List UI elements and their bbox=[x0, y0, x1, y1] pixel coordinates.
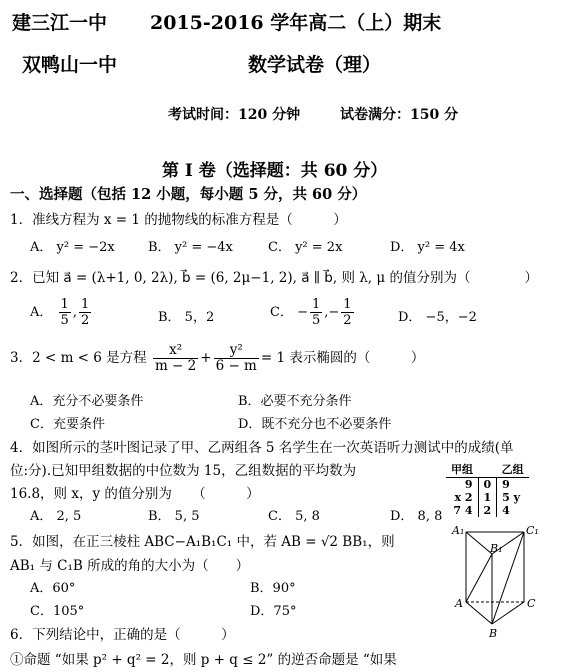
question-4 bbox=[10, 436, 514, 456]
label-A: A bbox=[455, 597, 463, 610]
question-suffix: = 1 表示椭圆的（ ） bbox=[260, 350, 425, 366]
label-C1: C₁ bbox=[526, 524, 539, 537]
question-prefix: 2 < m < 6 是方程 bbox=[32, 350, 147, 366]
option-label: C． bbox=[270, 305, 293, 320]
q5-option-b: B．90° bbox=[250, 581, 296, 596]
question-6 bbox=[10, 623, 235, 643]
question-number: 4． bbox=[10, 440, 33, 456]
question-number: 1． bbox=[10, 212, 33, 228]
q5-option-a: A．60° bbox=[30, 581, 76, 596]
question-6-statement-1: ①命题 “如果 p² + q² = 2，则 p + q ≤ 2” 的逆否命题是 “如果 bbox=[10, 652, 397, 668]
option-label: A． bbox=[30, 305, 53, 320]
q2-option-c: C． − $\frac{1}{5}$ ,− $\frac{1}{2}$ bbox=[270, 297, 352, 328]
q4-option-a: A． 2, 5 bbox=[30, 509, 82, 524]
q2-option-b: B． 5，2 bbox=[158, 310, 215, 325]
question-text: 已知 a⃗ = (λ+1, 0, 2λ), b⃗ = (6, 2μ−1, 2), a⃗ ∥ b⃗, 则 λ, μ 的值分别为（ ） bbox=[32, 270, 538, 286]
q2-option-a: A． $\frac{1}{5}$ , $\frac{1}{2}$ bbox=[30, 297, 90, 328]
label-C: C bbox=[527, 597, 536, 610]
fraction: $\frac{1}{5}$ bbox=[311, 297, 321, 328]
stem-row: 9 0 9 bbox=[464, 478, 510, 491]
school-name-2: 双鸭山一中 bbox=[22, 54, 118, 76]
school-name-1: 建三江一中 bbox=[12, 12, 108, 34]
q5-option-d: D．75° bbox=[250, 604, 297, 619]
label-B1: B₁ bbox=[490, 542, 503, 555]
label-A1: A₁ bbox=[452, 524, 465, 537]
q4-option-b: B． 5, 5 bbox=[148, 509, 200, 524]
question-line1: 如图所示的茎叶图记录了甲、乙两组各 5 名学生在一次英语听力测试中的成绩(单 bbox=[32, 440, 514, 456]
q1-option-c: C． y² = 2x bbox=[268, 240, 343, 255]
q5-option-c: C．105° bbox=[30, 604, 85, 619]
q4-option-d: D． 8, 8 bbox=[390, 509, 443, 524]
part-title: 一、选择题（包括 12 小题，每小题 5 分，共 60 分） bbox=[10, 186, 367, 203]
fraction-x: $\frac{\text{x²}}{m - 2}$ bbox=[154, 342, 197, 374]
question-number: 5． bbox=[10, 534, 33, 550]
question-1 bbox=[10, 208, 347, 228]
question-3: 3．2 < m < 6 是方程 $\frac{\text{x²}}{m - 2}$ + $\frac{\text{y²}}{6 - m}$ = 1 表示椭圆的（ ） bbox=[10, 342, 425, 374]
stem-header-left: 甲组 bbox=[446, 461, 478, 478]
fraction: $\frac{1}{2}$ bbox=[343, 297, 352, 328]
q2-option-d: D． −5，−2 bbox=[398, 310, 477, 325]
question-5-line2: AB₁ 与 C₁B 所成的角的大小为（ ） bbox=[10, 558, 250, 574]
fraction: $\frac{1}{2}$ bbox=[80, 297, 90, 328]
stem-header-mid bbox=[478, 461, 497, 478]
question-line1: 如图，在正三棱柱 ABC−A₁B₁C₁ 中，若 AB = √2 BB₁，则 bbox=[32, 534, 395, 550]
question-number: 3． bbox=[10, 350, 33, 366]
exam-time: 考试时间：120 分钟 bbox=[168, 107, 301, 123]
question-4-line3: 16.8，则 x，y 的值分别为 （ ） bbox=[10, 486, 260, 502]
stem-row: x 2 1 5 y bbox=[454, 491, 521, 504]
volume-title: 第 Ⅰ 卷（选择题：共 60 分） bbox=[162, 161, 388, 181]
question-number: 6． bbox=[10, 627, 33, 643]
q4-option-c: C． 5, 8 bbox=[268, 509, 320, 524]
question-text: 准线方程为 x = 1 的抛物线的标准方程是（ ） bbox=[32, 212, 347, 228]
stem-leaf-plot bbox=[446, 461, 529, 517]
exam-score: 试卷满分：150 分 bbox=[340, 107, 459, 123]
question-4-line2: 位:分).已知甲组数据的中位数为 15，乙组数据的平均数为 bbox=[10, 463, 357, 479]
q1-option-d: D． y² = 4x bbox=[390, 240, 465, 255]
q1-option-b: B． y² = −4x bbox=[148, 240, 233, 255]
exam-title-line2: 数学试卷（理） bbox=[248, 54, 382, 76]
triangular-prism-diagram bbox=[446, 520, 546, 642]
question-number: 2． bbox=[10, 270, 33, 286]
question-text: 下列结论中，正确的是（ ） bbox=[32, 627, 235, 643]
q1-option-a: A． y² = −2x bbox=[30, 240, 115, 255]
q3-option-b: B．必要不充分条件 bbox=[238, 394, 352, 409]
fraction: $\frac{1}{5}$ bbox=[60, 297, 69, 328]
question-2 bbox=[10, 266, 538, 286]
question-5 bbox=[10, 530, 395, 550]
q3-option-d: D．既不充分也不必要条件 bbox=[238, 417, 392, 432]
q3-option-a: A．充分不必要条件 bbox=[30, 394, 144, 409]
stem-row: 7 4 2 4 bbox=[453, 504, 510, 517]
fraction-y: $\frac{\text{y²}}{6 - m}$ bbox=[215, 342, 257, 374]
stem-header-right: 乙组 bbox=[497, 461, 529, 478]
q3-option-c: C．充要条件 bbox=[30, 417, 105, 432]
label-B: B bbox=[489, 627, 498, 640]
exam-title-line1: 2015-2016 学年高二（上）期末 bbox=[150, 12, 442, 34]
